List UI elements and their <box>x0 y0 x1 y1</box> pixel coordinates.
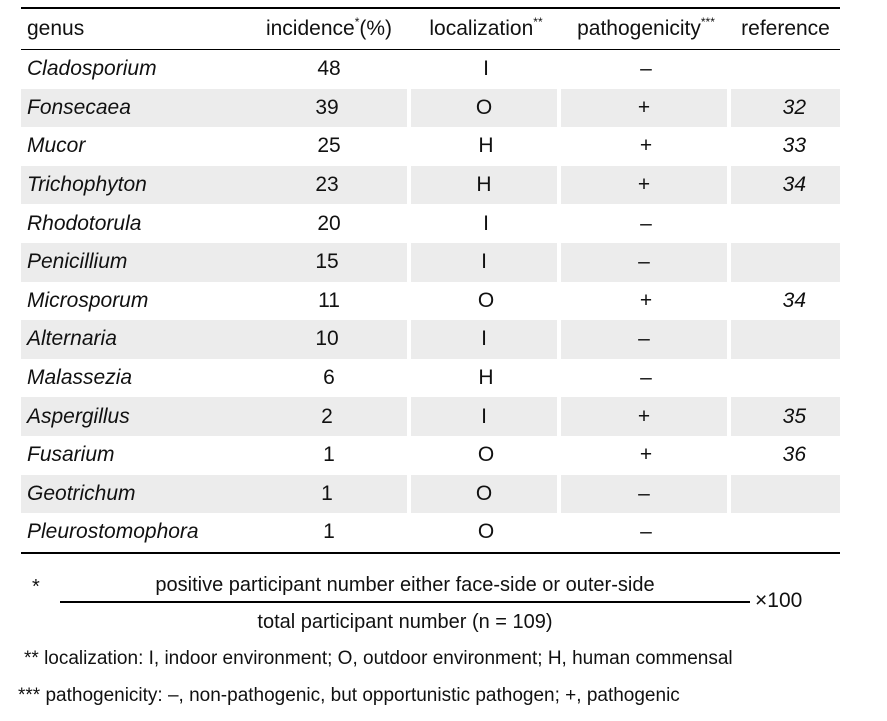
reference-cell: 35 <box>731 397 840 436</box>
localization-footnote: ** localization: I, indoor environment; O, outdoor environment; H, human commensal <box>24 648 733 669</box>
genus-cell: Mucor <box>27 134 86 158</box>
incidence-formula <box>30 572 830 642</box>
genus-cell: Rhodotorula <box>27 211 142 235</box>
incidence-cell: 20 <box>317 211 341 235</box>
pathogenicity-cell: + <box>561 89 731 128</box>
genus-cell: Alternaria <box>21 320 247 359</box>
pathogenicity-cell: + <box>561 397 731 436</box>
table-row <box>21 282 840 321</box>
incidence-footnote-mark: * <box>354 15 360 29</box>
incidence-cell: 1 <box>247 513 411 554</box>
incidence-cell: 48 <box>317 57 341 81</box>
genus-cell: Trichophyton <box>21 166 247 205</box>
table-row <box>21 320 840 359</box>
localization-footnote-mark: ** <box>533 15 543 29</box>
formula-multiplier: ×100 <box>755 589 803 612</box>
localization-cell: I <box>483 57 489 81</box>
table-row <box>21 475 840 514</box>
localization-cell: O <box>411 89 561 128</box>
pathogenicity-footnote-mark: *** <box>700 15 715 29</box>
pathogenicity-cell: – <box>640 211 652 235</box>
pathogenicity-footnote: *** pathogenicity: –, non-pathogenic, but opportunistic pathogen; +, pathogenic <box>18 685 680 706</box>
table-row <box>21 359 840 398</box>
pathogenicity-cell: + <box>561 166 731 205</box>
table-row <box>21 89 840 128</box>
pathogenicity-cell: + <box>639 134 653 158</box>
reference-cell <box>731 243 840 282</box>
header-pathogenicity: pathogenicity*** <box>561 7 731 50</box>
incidence-cell: 10 <box>247 320 411 359</box>
reference-cell: 34 <box>782 288 806 312</box>
reference-cell <box>731 320 840 359</box>
pathogenicity-cell: – <box>561 243 731 282</box>
reference-cell: 32 <box>731 89 840 128</box>
localization-cell: I <box>411 320 561 359</box>
table-row <box>21 436 840 475</box>
genus-cell: Penicillium <box>21 243 247 282</box>
table-row <box>21 204 840 243</box>
genus-cell: Fonsecaea <box>21 89 247 128</box>
genus-cell: Fusarium <box>27 443 115 467</box>
localization-cell: O <box>411 475 561 514</box>
fraction-bar <box>60 601 750 603</box>
localization-cell: O <box>411 513 561 554</box>
pathogenicity-cell: – <box>561 475 731 514</box>
data-table <box>21 7 840 554</box>
reference-cell <box>731 204 840 243</box>
pathogenicity-cell: – <box>561 320 731 359</box>
genus-cell: Aspergillus <box>21 397 247 436</box>
header-genus: genus <box>21 7 247 50</box>
header-localization: localization** <box>411 7 561 50</box>
incidence-cell: 23 <box>247 166 411 205</box>
localization-cell: H <box>478 366 494 390</box>
incidence-cell: 1 <box>323 443 335 467</box>
reference-cell <box>731 475 840 514</box>
genus-cell: Malassezia <box>27 366 133 390</box>
incidence-cell: 39 <box>247 89 411 128</box>
genus-cell: Cladosporium <box>27 57 157 81</box>
formula-numerator: positive participant number either face-side or outer-side <box>155 574 655 596</box>
pathogenicity-cell: – <box>561 513 731 554</box>
genus-cell: Microsporum <box>27 288 149 312</box>
table-row <box>21 513 840 554</box>
table-row <box>21 243 840 282</box>
genus-cell: Geotrichum <box>21 475 247 514</box>
localization-cell: I <box>483 211 489 235</box>
reference-cell: 36 <box>782 443 806 467</box>
incidence-cell: 2 <box>247 397 411 436</box>
pathogenicity-cell: + <box>639 443 653 467</box>
incidence-cell: 15 <box>247 243 411 282</box>
incidence-cell: 1 <box>247 475 411 514</box>
incidence-cell: 11 <box>318 288 340 312</box>
header-row <box>21 7 840 50</box>
genus-cell: Pleurostomophora <box>21 513 247 554</box>
reference-cell <box>731 359 840 398</box>
pathogenicity-cell: + <box>639 288 653 312</box>
localization-cell: H <box>411 166 561 205</box>
reference-cell <box>731 50 840 89</box>
localization-cell: H <box>478 134 494 158</box>
localization-cell: O <box>477 288 495 312</box>
table-row <box>21 127 840 166</box>
header-reference: reference <box>731 7 840 50</box>
pathogenicity-cell: – <box>640 57 652 81</box>
formula-denominator: total participant number (n = 109) <box>257 611 553 633</box>
localization-cell: O <box>477 443 495 467</box>
header-incidence: incidence*(%) <box>247 7 411 50</box>
localization-cell: I <box>411 397 561 436</box>
incidence-cell: 6 <box>323 366 335 390</box>
incidence-cell: 25 <box>317 134 341 158</box>
reference-cell: 34 <box>731 166 840 205</box>
fungal-genus-table <box>21 7 840 554</box>
table-row <box>21 166 840 205</box>
localization-cell: I <box>411 243 561 282</box>
table-row <box>21 50 840 89</box>
reference-cell <box>731 513 840 554</box>
formula-footnote-mark: * <box>32 576 40 598</box>
reference-cell: 33 <box>782 134 806 158</box>
table-row <box>21 397 840 436</box>
pathogenicity-cell: – <box>640 366 652 390</box>
